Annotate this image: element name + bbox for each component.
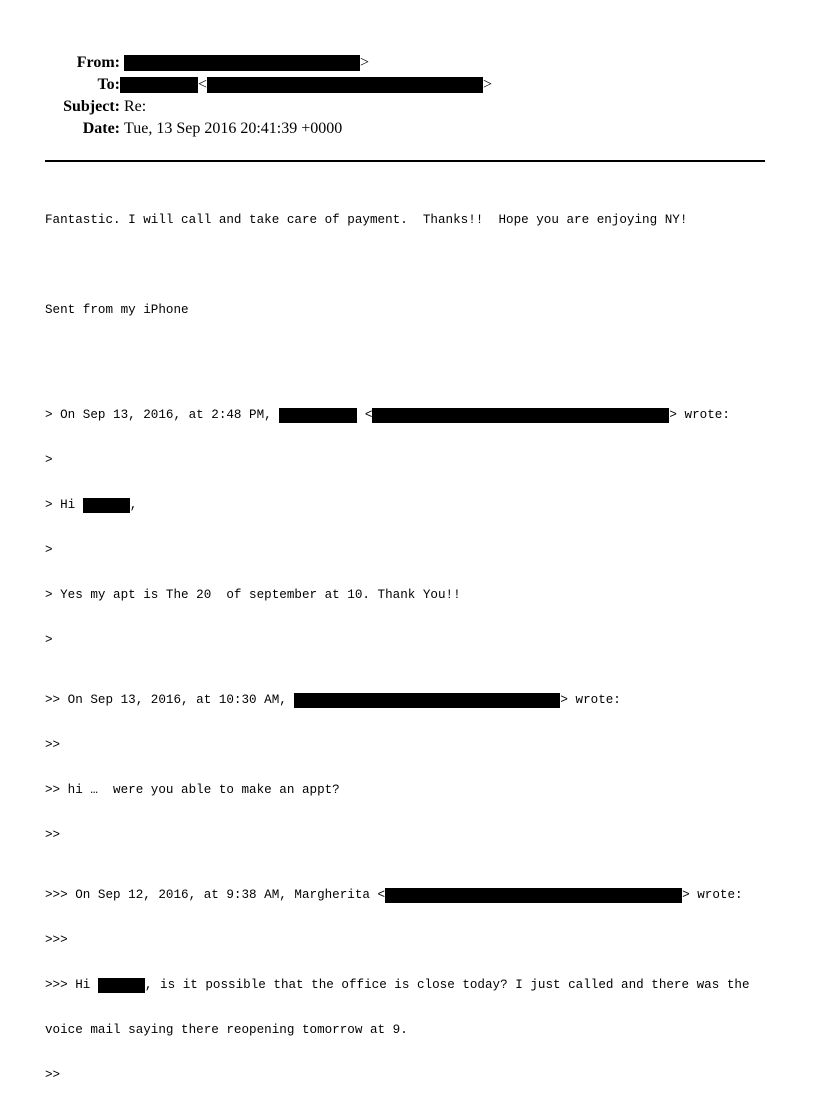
redacted-to-address: [207, 77, 483, 93]
quote-greeting-3: [45, 978, 785, 993]
from-row: [0, 54, 816, 72]
quote-header-2-suffix: > wrote:: [560, 693, 621, 707]
quote-header-3: [45, 888, 785, 903]
subject-label: Subject:: [63, 98, 120, 115]
email-header: [0, 54, 816, 144]
quote-continuation: voice mail saying there reopening tomorrow at 9.: [45, 1023, 408, 1037]
to-mid: <: [198, 76, 208, 93]
redacted-recipient-name: [98, 978, 145, 993]
quote-line: >>: [45, 1068, 61, 1082]
redacted-sender-address: [372, 408, 669, 423]
quote-greeting-1-prefix: > Hi: [45, 498, 83, 512]
message-body: [45, 183, 785, 1098]
quote-greeting-1: [45, 498, 785, 513]
from-value: [124, 54, 369, 72]
quote-line: >>: [45, 738, 61, 752]
from-suffix: >: [360, 54, 370, 71]
quote-greeting-3-prefix: >>> Hi: [45, 978, 98, 992]
from-label: From:: [76, 54, 120, 71]
quote-line: >> hi … were you able to make an appt?: [45, 783, 340, 797]
date-value: Tue, 13 Sep 2016 20:41:39 +0000: [124, 120, 343, 137]
quote-line: >>>: [45, 933, 68, 947]
redacted-to-name: [120, 77, 198, 93]
to-row: [0, 76, 816, 94]
body-line: Fantastic. I will call and take care of payment. Thanks!! Hope you are enjoying NY!: [45, 213, 688, 227]
signature-line: Sent from my iPhone: [45, 303, 189, 317]
header-divider: [45, 160, 765, 162]
subject-value: Re:: [124, 98, 147, 115]
quote-header-1-suffix: > wrote:: [669, 408, 730, 422]
quote-header-1: [45, 408, 785, 423]
quote-header-2-prefix: >> On Sep 13, 2016, at 10:30 AM,: [45, 693, 295, 707]
blank-line: [45, 348, 785, 363]
quote-header-2: [45, 693, 785, 708]
quote-header-1-lt: <: [357, 408, 373, 422]
quote-greeting-1-suffix: ,: [129, 498, 138, 512]
to-label: To:: [97, 76, 120, 93]
quote-header-1-prefix: > On Sep 13, 2016, at 2:48 PM,: [45, 408, 280, 422]
quote-line: >: [45, 633, 53, 647]
redacted-recipient-name: [83, 498, 130, 513]
quote-line: >: [45, 543, 53, 557]
to-value: [120, 76, 492, 94]
quote-greeting-3-suffix: , is it possible that the office is close today? I just called and there was the: [144, 978, 750, 992]
quote-line: >>: [45, 828, 61, 842]
blank-line: [45, 258, 785, 273]
subject-row: [0, 98, 816, 116]
quote-line: > Yes my apt is The 20 of september at 10. Thank You!!: [45, 588, 461, 602]
quote-header-3-prefix: >>> On Sep 12, 2016, at 9:38 AM, Margherita <: [45, 888, 386, 902]
quote-header-3-suffix: > wrote:: [682, 888, 743, 902]
date-label: Date:: [82, 120, 120, 137]
redacted-sender-full: [294, 693, 560, 708]
to-suffix: >: [483, 76, 493, 93]
redacted-margherita-address: [385, 888, 682, 903]
redacted-from-address: [124, 55, 360, 71]
date-row: [0, 120, 816, 138]
quote-line: >: [45, 453, 53, 467]
redacted-sender-name: [279, 408, 357, 423]
